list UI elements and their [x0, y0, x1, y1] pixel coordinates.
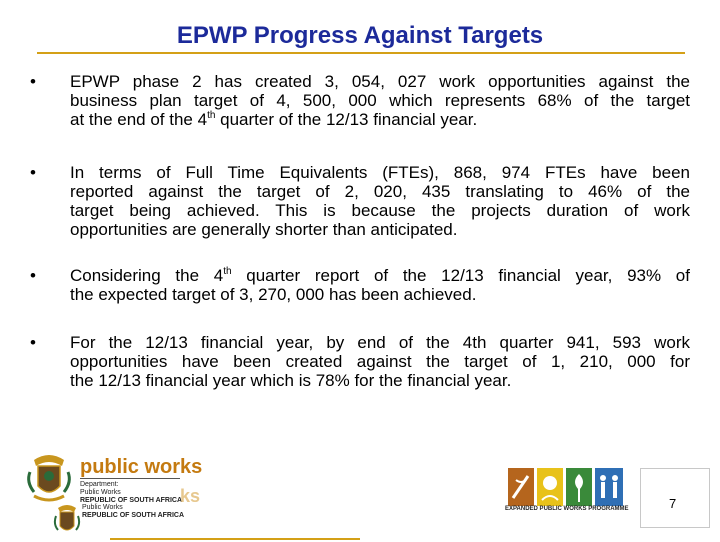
bullet-marker: • — [30, 163, 36, 182]
bullet-item — [30, 72, 690, 129]
logo-divider — [80, 478, 180, 479]
bullet-item — [30, 266, 690, 304]
footer — [0, 440, 720, 540]
public-works-logo-ghost: ks — [180, 486, 201, 506]
bullet-line: For the 12/13 financial year, by end of the 4th quarter 941, 593 work — [70, 333, 690, 352]
bullet-line: Considering the 4th quarter report of the 12/13 financial year, 93% of — [70, 266, 690, 285]
bullet-line: business plan target of 4, 500, 000 which represents 68% of the target — [70, 91, 690, 110]
bullet-line: at the end of the 4th quarter of the 12/13 financial year. — [70, 110, 478, 129]
bullet-line: the expected target of 3, 270, 000 has been achieved. — [70, 285, 477, 304]
department-label: Department: Public Works REPUBLIC OF SOUTH AFRICA — [80, 481, 183, 504]
bullet-line: opportunities have been created against the target of 1, 210, 000 for — [70, 352, 690, 371]
bullet-marker: • — [30, 333, 36, 352]
bullet-text — [70, 72, 690, 129]
public-works-logo: public works — [80, 456, 203, 478]
bullet-item — [30, 163, 690, 239]
bullet-line: opportunities are generally shorter than anticipated. — [70, 220, 458, 239]
bullet-line: the 12/13 financial year which is 78% for the financial year. — [70, 371, 512, 390]
coat-of-arms-icon — [24, 452, 74, 504]
bullet-line: In terms of Full Time Equivalents (FTEs), 868, 974 FTEs have been — [70, 163, 690, 182]
bullet-text — [70, 266, 690, 304]
bullet-line: target being achieved. This is because the projects duration of work — [70, 201, 690, 220]
bullet-line: EPWP phase 2 has created 3, 054, 027 work opportunities against the — [70, 72, 690, 91]
ordinal-suffix: th — [207, 110, 216, 121]
bullet-item — [30, 333, 690, 390]
slide-title: EPWP Progress Against Targets — [176, 22, 544, 49]
bullet-line: reported against the target of 2, 020, 435 translating to 46% of the — [70, 182, 690, 201]
ordinal-suffix: th — [223, 266, 232, 277]
epwp-caption: EXPANDED PUBLIC WORKS PROGRAMME — [505, 506, 629, 512]
epwp-logo-icon — [508, 468, 623, 506]
page-number: 7 — [669, 496, 677, 511]
bullet-marker: • — [30, 266, 36, 285]
department-label-secondary: Public Works REPUBLIC OF SOUTH AFRICA — [82, 504, 185, 519]
title-underline — [37, 52, 685, 54]
bullet-text — [70, 333, 690, 390]
bullet-marker: • — [30, 72, 36, 91]
bullet-text — [70, 163, 690, 239]
coat-of-arms-small-icon — [52, 502, 82, 542]
